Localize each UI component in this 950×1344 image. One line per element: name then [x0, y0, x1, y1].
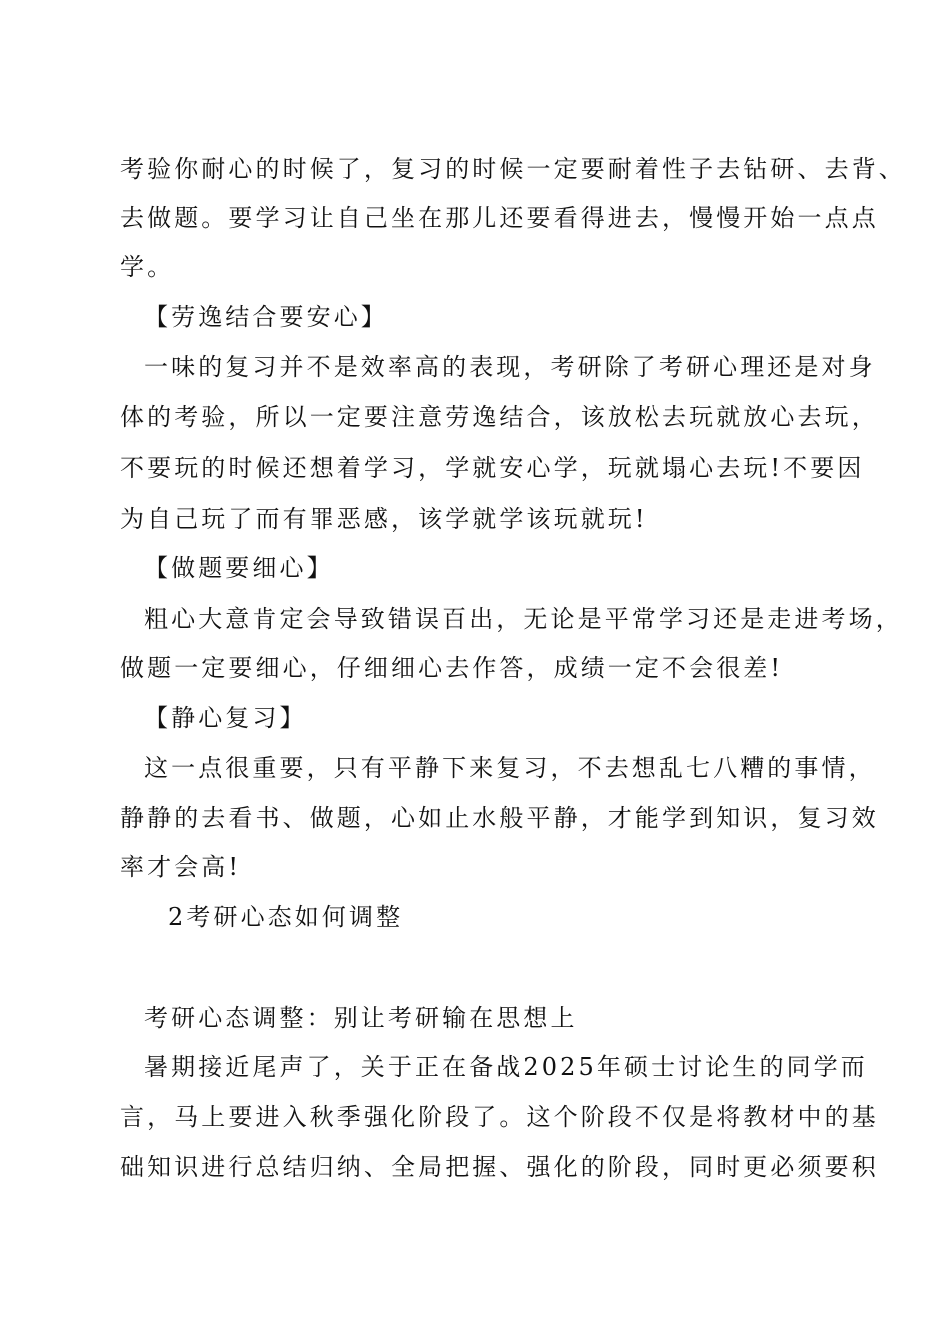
paragraph-line: 这一点很重要，只有平静下来复习，不去想乱七八糟的事情，	[144, 754, 876, 782]
paragraph-line: 学。	[120, 253, 175, 281]
paragraph-line: 一味的复习并不是效率高的表现，考研除了考研心理还是对身	[144, 353, 876, 381]
paragraph-line: 不要玩的时候还想着学习，学就安心学，玩就塌心去玩!不要因	[120, 454, 865, 482]
paragraph-line: 础知识进行总结归纳、全局把握、强化的阶段，同时更必须要积	[120, 1153, 879, 1181]
paragraph-line: 言，马上要进入秋季强化阶段了。这个阶段不仅是将教材中的基	[120, 1103, 879, 1131]
section-title: 2考研心态如何调整	[168, 903, 404, 931]
paragraph-line: 率才会高!	[120, 853, 242, 881]
paragraph-line: 静静的去看书、做题，心如止水般平静，才能学到知识，复习效	[120, 804, 879, 832]
section-heading-careful: 【做题要细心】	[144, 554, 334, 582]
paragraph-line: 考验你耐心的时候了，复习的时候一定要耐着性子去钻研、去背、	[120, 155, 906, 183]
paragraph-line: 暑期接近尾声了，关于正在备战2025年硕士讨论生的同学而	[144, 1053, 868, 1081]
section-heading-rest: 【劳逸结合要安心】	[144, 303, 388, 331]
paragraph-line: 做题一定要细心，仔细细心去作答，成绩一定不会很差!	[120, 654, 784, 682]
article-title: 考研心态调整：别让考研输在思想上	[144, 1004, 578, 1032]
paragraph-line: 去做题。要学习让自己坐在那儿还要看得进去，慢慢开始一点点	[120, 204, 879, 232]
section-heading-calm: 【静心复习】	[144, 704, 307, 732]
paragraph-line: 为自己玩了而有罪恶感，该学就学该玩就玩!	[120, 505, 648, 533]
paragraph-line: 粗心大意肯定会导致错误百出，无论是平常学习还是走进考场，	[144, 605, 903, 633]
paragraph-line: 体的考验，所以一定要注意劳逸结合，该放松去玩就放心去玩，	[120, 403, 879, 431]
